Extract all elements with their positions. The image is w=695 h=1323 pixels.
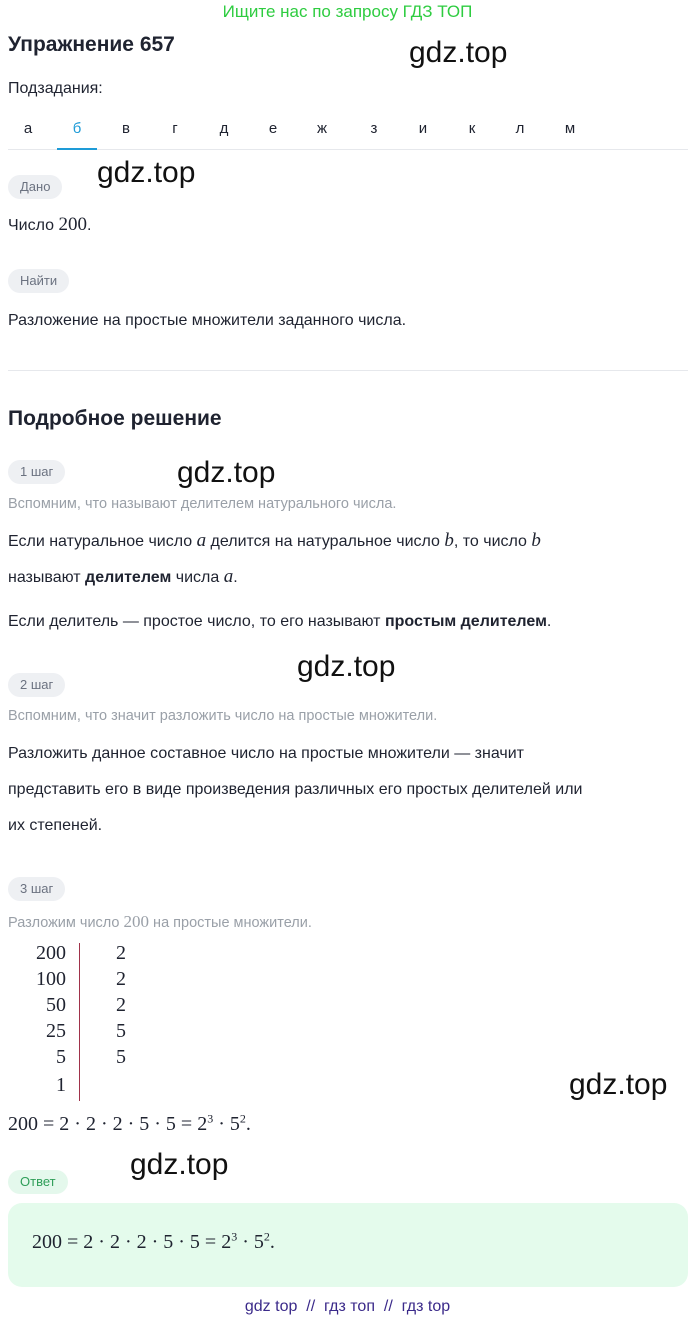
solution-title: Подробное решение xyxy=(8,407,222,430)
tab-a[interactable]: а xyxy=(23,120,33,137)
step1-line2: называют делителем числа a. xyxy=(8,566,238,587)
watermark: gdz.top xyxy=(177,456,276,489)
tab-m[interactable]: м xyxy=(564,120,576,137)
step2-hint: Вспомним, что значит разложить число на простые множители. xyxy=(8,708,438,724)
tab-d[interactable]: д xyxy=(219,120,229,137)
section-divider xyxy=(8,370,688,371)
tab-z[interactable]: з xyxy=(370,120,378,137)
watermark: gdz.top xyxy=(297,650,396,683)
given-text: Число 200. xyxy=(8,214,92,235)
tab-i[interactable]: и xyxy=(418,120,428,137)
step2-line2: представить его в виде произведения различных его простых делителей или xyxy=(8,781,583,798)
tab-b[interactable]: б xyxy=(57,112,97,150)
factor-left: 100 xyxy=(36,968,66,990)
tab-e[interactable]: е xyxy=(268,120,278,137)
factor-left: 25 xyxy=(46,1020,66,1042)
answer-badge: Ответ xyxy=(8,1170,68,1194)
factor-right: 5 xyxy=(116,1046,126,1068)
watermark: gdz.top xyxy=(130,1148,229,1181)
tab-k[interactable]: к xyxy=(468,120,476,137)
subtasks-label: Подзадания: xyxy=(8,80,103,97)
factor-left: 1 xyxy=(56,1074,66,1096)
factor-right: 2 xyxy=(116,994,126,1016)
factorization-divider xyxy=(79,943,80,1101)
factor-right: 2 xyxy=(116,968,126,990)
step2-badge: 2 шаг xyxy=(8,673,65,697)
factor-right: 2 xyxy=(116,942,126,964)
subtask-tabs xyxy=(8,112,688,150)
answer-box xyxy=(8,1203,688,1287)
tab-zh[interactable]: ж xyxy=(316,120,328,137)
step1-line1: Если натуральное число a делится на натуральное число b, то число b xyxy=(8,530,541,551)
watermark: gdz.top xyxy=(97,156,196,189)
top-banner: Ищите нас по запросу ГДЗ ТОП xyxy=(222,2,473,21)
step1-hint: Вспомним, что называют делителем натурального числа. xyxy=(8,496,397,512)
tab-v[interactable]: в xyxy=(122,120,130,137)
answer-equation: $200 = 2 \cdot 2 \cdot 2 \cdot 5 \cdot 5 = 2^3 \cdot 5^2$. xyxy=(32,1229,275,1253)
step1-badge: 1 шаг xyxy=(8,460,65,484)
step1-line3: Если делитель — простое число, то его называют простым делителем. xyxy=(8,613,552,630)
tab-g[interactable]: г xyxy=(172,120,178,137)
watermark: gdz.top xyxy=(409,36,508,69)
step2-line3: их степеней. xyxy=(8,817,103,834)
step3-badge: 3 шаг xyxy=(8,877,65,901)
page-title: Упражнение 657 xyxy=(8,33,175,56)
find-badge: Найти xyxy=(8,269,69,293)
step3-equation: $200 = 2 \cdot 2 \cdot 2 \cdot 5 \cdot 5 = 2^3 \cdot 5^2$. xyxy=(8,1111,251,1135)
find-text: Разложение на простые множители заданного числа. xyxy=(8,312,407,329)
factor-left: 50 xyxy=(46,994,66,1016)
footer-links[interactable]: gdz top // гдз топ // гдз top xyxy=(244,1298,451,1315)
tab-l[interactable]: л xyxy=(515,120,525,137)
factor-right: 5 xyxy=(116,1020,126,1042)
given-badge: Дано xyxy=(8,175,62,199)
watermark: gdz.top xyxy=(569,1068,668,1101)
step2-line1: Разложить данное составное число на простые множители — значит xyxy=(8,745,524,762)
factor-left: 200 xyxy=(36,942,66,964)
factor-left: 5 xyxy=(56,1046,66,1068)
step3-hint: Разложим число 200 на простые множители. xyxy=(8,912,312,931)
